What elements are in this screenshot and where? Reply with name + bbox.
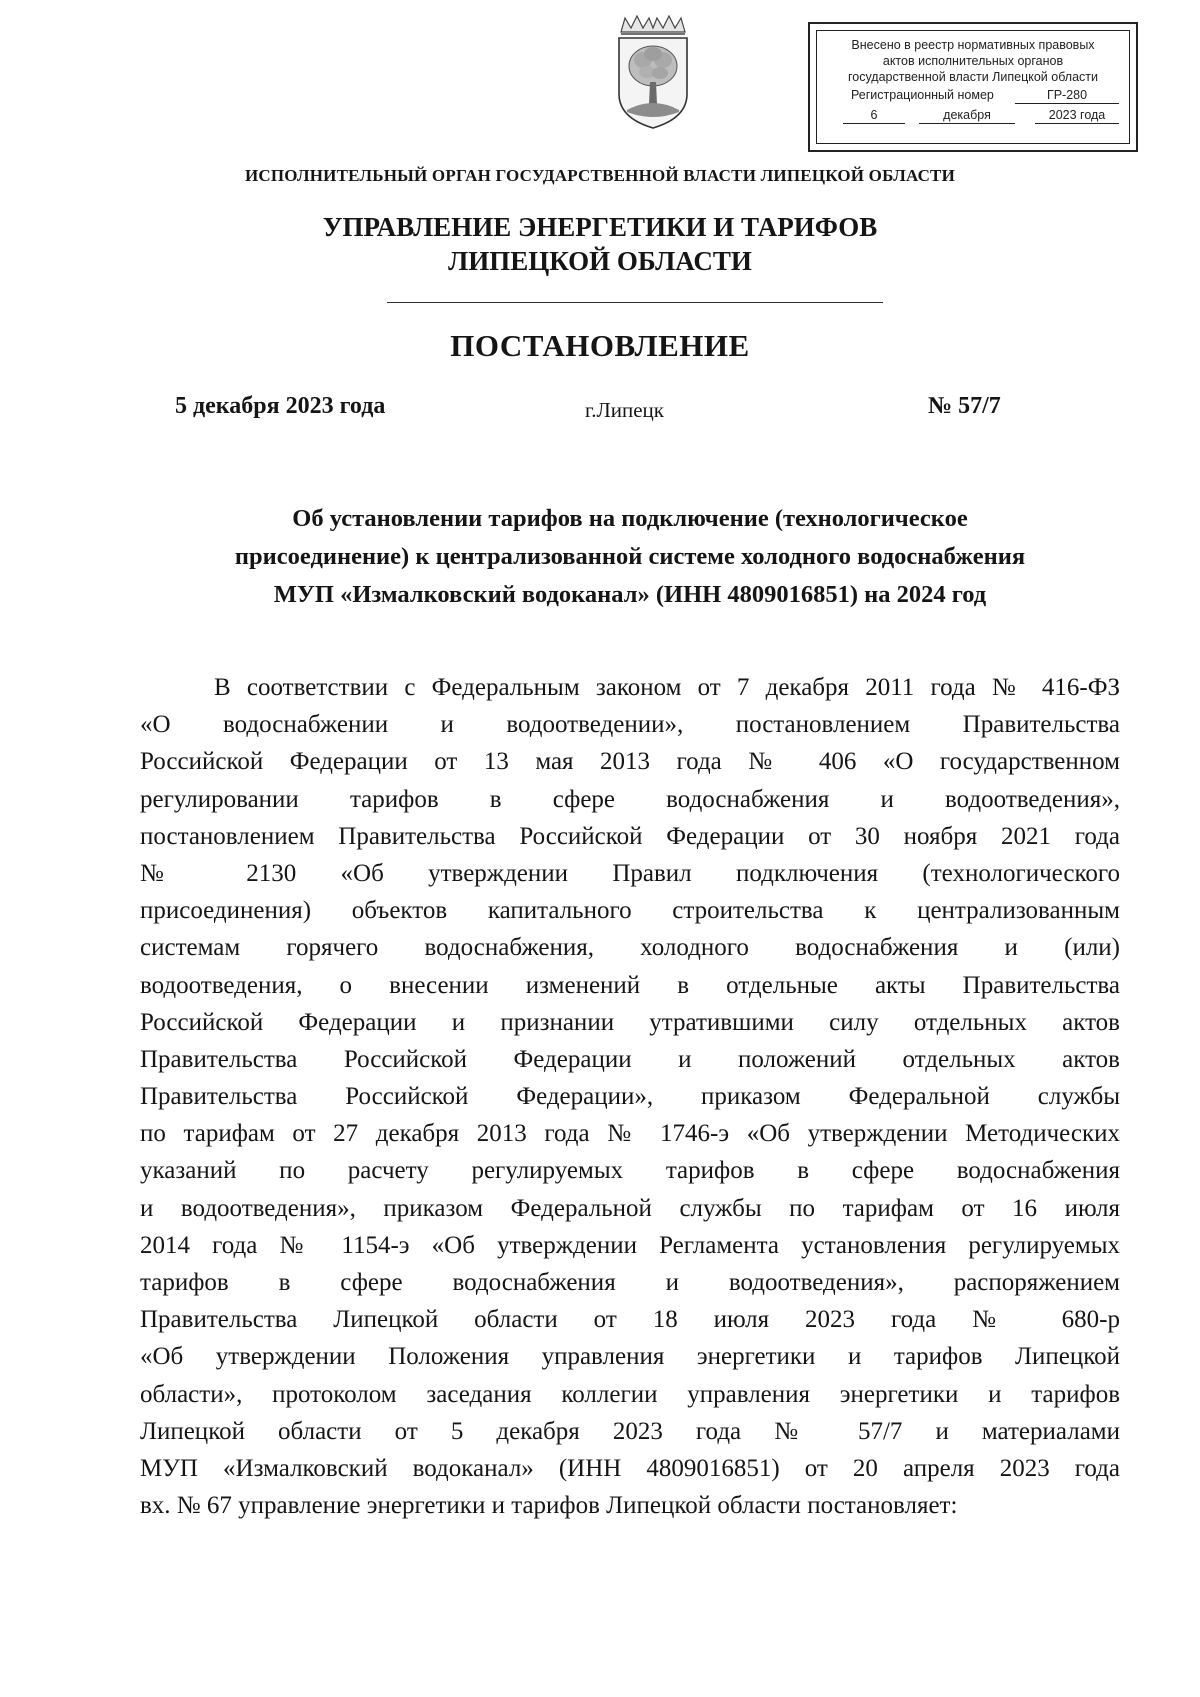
body-line: Правительства Российской Федерации и положений отдельных актов bbox=[140, 1045, 1120, 1073]
body-line: системам горячего водоснабжения, холодного водоснабжения и (или) bbox=[140, 934, 1120, 962]
stamp-registration-row bbox=[823, 87, 1123, 105]
body-line: МУП «Измалковский водоканал» (ИНН 4809016851) от 20 апреля 2023 года bbox=[140, 1454, 1120, 1482]
body-line: регулировании тарифов в сфере водоснабжения и водоотведения», bbox=[140, 785, 1120, 813]
subject-line: присоединение) к централизованной системе холодного водоснабжения bbox=[234, 543, 1026, 570]
document-city: г.Липецк bbox=[585, 398, 664, 422]
body-line: Правительства Липецкой области от 18 июля 2023 года № 680-р bbox=[140, 1306, 1120, 1334]
stamp-day: 6 bbox=[843, 107, 905, 124]
body-line: водоотведения, о внесении изменений в отдельные акты Правительства bbox=[140, 971, 1120, 999]
body-line: постановлением Правительства Российской Федерации от 30 ноября 2021 года bbox=[140, 822, 1120, 850]
stamp-line-1: Внесено в реестр нормативных правовых bbox=[851, 38, 1095, 52]
preamble-paragraph bbox=[140, 669, 1120, 1524]
subject-line: МУП «Измалковский водоканал» (ИНН 4809016851) на 2024 год bbox=[273, 581, 987, 608]
registry-stamp-frame bbox=[816, 30, 1130, 144]
body-line: тарифов в сфере водоснабжения и водоотведения», распоряжением bbox=[140, 1269, 1120, 1296]
stamp-line-2: актов исполнительных органов bbox=[882, 54, 1064, 68]
body-line: 2014 года № 1154-э «Об утверждении Регламента установления регулируемых bbox=[140, 1231, 1120, 1259]
department-heading bbox=[0, 210, 1200, 278]
body-line: В соответствии с Федеральным законом от 7 декабря 2011 года № 416-ФЗ bbox=[214, 674, 1120, 701]
document-type-title: ПОСТАНОВЛЕНИЕ bbox=[450, 328, 750, 363]
body-line: Российской Федерации и признании утратившими силу отдельных актов bbox=[140, 1008, 1120, 1036]
stamp-registration-label: Регистрационный номер bbox=[851, 88, 994, 102]
document-subject bbox=[160, 500, 1100, 614]
executive-organ-heading: ИСПОЛНИТЕЛЬНЫЙ ОРГАН ГОСУДАРСТВЕННОЙ ВЛАСТИ ЛИПЕЦКОЙ ОБЛАСТИ bbox=[244, 166, 956, 185]
department-line-1: УПРАВЛЕНИЕ ЭНЕРГЕТИКИ И ТАРИФОВ bbox=[322, 212, 878, 242]
stamp-date-row bbox=[823, 107, 1123, 125]
subject-line: Об установлении тарифов на подключение (технологическое bbox=[292, 505, 968, 532]
body-line: Российской Федерации от 13 мая 2013 года № 406 «О государственном bbox=[140, 748, 1120, 776]
body-line: по тарифам от 27 декабря 2013 года № 1746-э «Об утверждении Методических bbox=[140, 1120, 1120, 1148]
stamp-registration-number: ГР-280 bbox=[1015, 87, 1119, 104]
body-line: Правительства Российской Федерации», приказом Федеральной службы bbox=[140, 1083, 1120, 1111]
body-line: указаний по расчету регулируемых тарифов в сфере водоснабжения bbox=[140, 1157, 1120, 1185]
document-number: № 57/7 bbox=[928, 393, 1001, 419]
stamp-year: 2023 года bbox=[1035, 107, 1119, 124]
body-line: «О водоснабжении и водоотведении», постановлением Правительства bbox=[140, 711, 1120, 739]
body-line: «Об утверждении Положения управления энергетики и тарифов Липецкой bbox=[140, 1343, 1120, 1371]
heading-divider bbox=[387, 302, 883, 303]
body-line: присоединения) объектов капитального строительства к централизованным bbox=[140, 897, 1120, 925]
body-line: и водоотведения», приказом Федеральной службы по тарифам от 16 июля bbox=[140, 1194, 1120, 1222]
body-line: вх. № 67 управление энергетики и тарифов Липецкой области постановляет: bbox=[140, 1492, 958, 1520]
document-date: 5 декабря 2023 года bbox=[175, 393, 386, 419]
stamp-line-3: государственной власти Липецкой области bbox=[847, 70, 1099, 84]
stamp-month: декабря bbox=[919, 107, 1015, 124]
body-line: области», протоколом заседания коллегии управления энергетики и тарифов bbox=[140, 1380, 1120, 1408]
coat-of-arms-emblem bbox=[613, 14, 693, 132]
body-line: Липецкой области от 5 декабря 2023 года № 57/7 и материалами bbox=[140, 1417, 1120, 1445]
department-line-2: ЛИПЕЦКОЙ ОБЛАСТИ bbox=[448, 246, 752, 276]
registry-stamp bbox=[808, 22, 1138, 152]
body-line: № 2130 «Об утверждении Правил подключения (технологического bbox=[140, 859, 1120, 887]
